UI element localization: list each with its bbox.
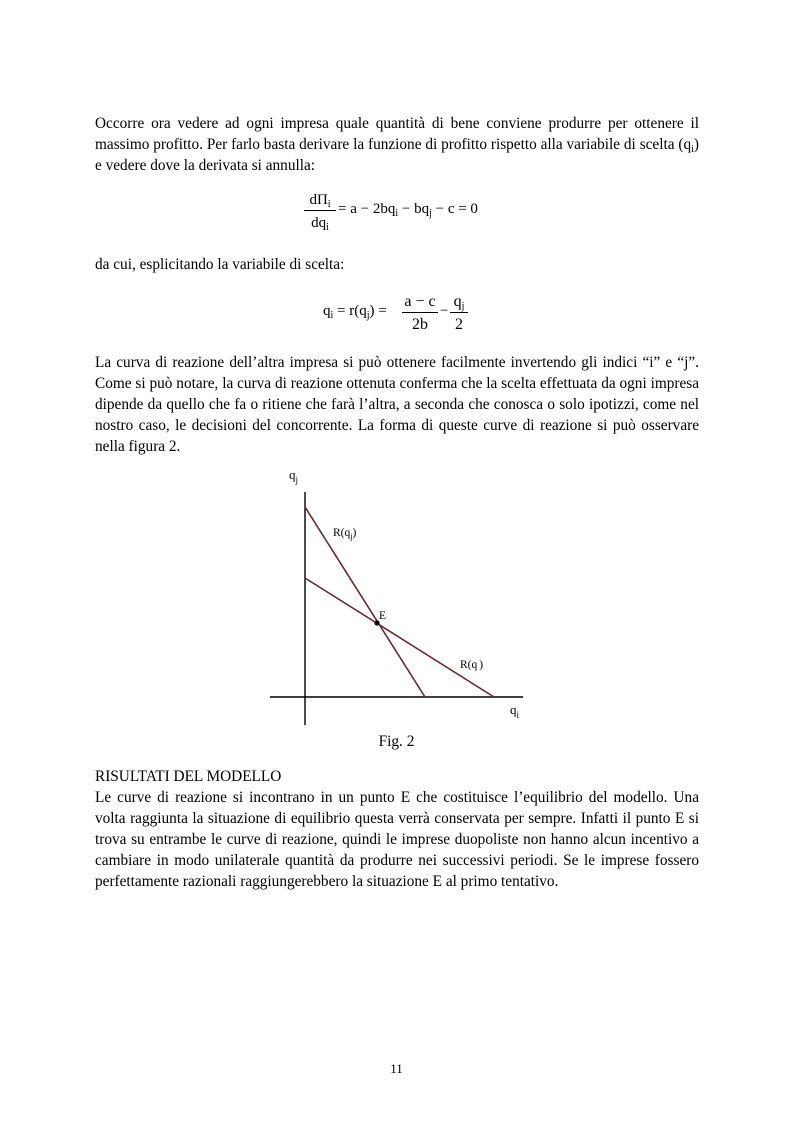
eq2-lhs: $q_i = r(q_j)$ =: [323, 303, 387, 321]
reaction-curve-flat: [305, 578, 494, 697]
x-axis-label: $q_i$: [510, 702, 520, 720]
paragraph-reaction-curve: La curva di reazione dell’altra impresa si può ottenere facilmente invertendo gli indici “i” e “j”. Come si può notare, la curva di reazione ottenuta conferma che la scelta effettuata da ogni impresa dipende da quello che fa o ritiene che farà l’altra, a seconda che conosca o solo ipotizzi, come nel nostro caso, le decisioni del concorrente. La forma di queste curve di reazione si può osservare nella figura 2.: [95, 354, 699, 455]
paragraph-results: Le curve di reazione si incontrano in un punto E che costituisce l’equilibrio del modello. Una volta raggiunta la situazione di equilibrio questa verrà conservata per sempre. Infatti il punto E si trova su entrambe le curve di reazione, quindi le imprese duopoliste non hanno alcun incentivo a cambiare in modo unilaterale quantità da produrre nei successivi periodi. Se le imprese fossero perfettamente razionali raggiungerebbero la situazione E al primo tentativo.: [95, 789, 699, 890]
paragraph-intro-line3-pre: scelta (q: [639, 136, 692, 153]
eq1-numerator: $d\Pi_i$: [309, 192, 331, 210]
eq2-frac1-bar: [402, 312, 438, 313]
paragraph-intro-subscript: i: [691, 144, 694, 155]
eq2-frac1-numerator: a − c: [404, 293, 436, 310]
curve-label-r-qj: $R(q_j)$: [333, 527, 357, 541]
paragraph-intro-line2: massimo profitto. Per farlo basta derivare la funzione di profitto rispetto alla variabile di: [95, 136, 636, 153]
figure-reaction-curves: [260, 460, 540, 730]
eq1-denominator: $dq_i$: [311, 215, 329, 233]
page-number: 11: [390, 1061, 403, 1076]
eq2-minus: −: [440, 303, 449, 319]
eq1-rhs: = $a - 2bq_i - bq_j - c = 0$: [338, 201, 478, 219]
eq2-frac2-numerator: $q_j$: [453, 293, 465, 312]
eq2-frac1-denominator: 2b: [412, 316, 428, 333]
paragraph-explicit: da cui, esplicitando la variabile di scelta:: [95, 256, 345, 273]
curve-label-r-qi: R(q ): [460, 659, 484, 671]
equilibrium-label: E: [379, 610, 387, 622]
section-heading: RISULTATI DEL MODELLO: [95, 768, 282, 785]
reaction-curve-steep: [305, 507, 425, 697]
y-axis-label: $q_j$: [289, 467, 299, 485]
paragraph-intro-line1: Occorre ora vedere ad ogni impresa quale quantità di bene conviene produrre per ottenere il: [95, 115, 699, 132]
eq1-fraction-bar: [304, 210, 336, 211]
paragraph-intro: [95, 113, 699, 176]
eq2-frac2-denominator: 2: [455, 316, 463, 333]
figure-caption: Fig. 2: [378, 733, 415, 750]
paragraph-intro-line3-post: ) e vedere dove la derivata si annulla:: [95, 136, 700, 174]
eq2-frac2-bar: [450, 312, 468, 313]
